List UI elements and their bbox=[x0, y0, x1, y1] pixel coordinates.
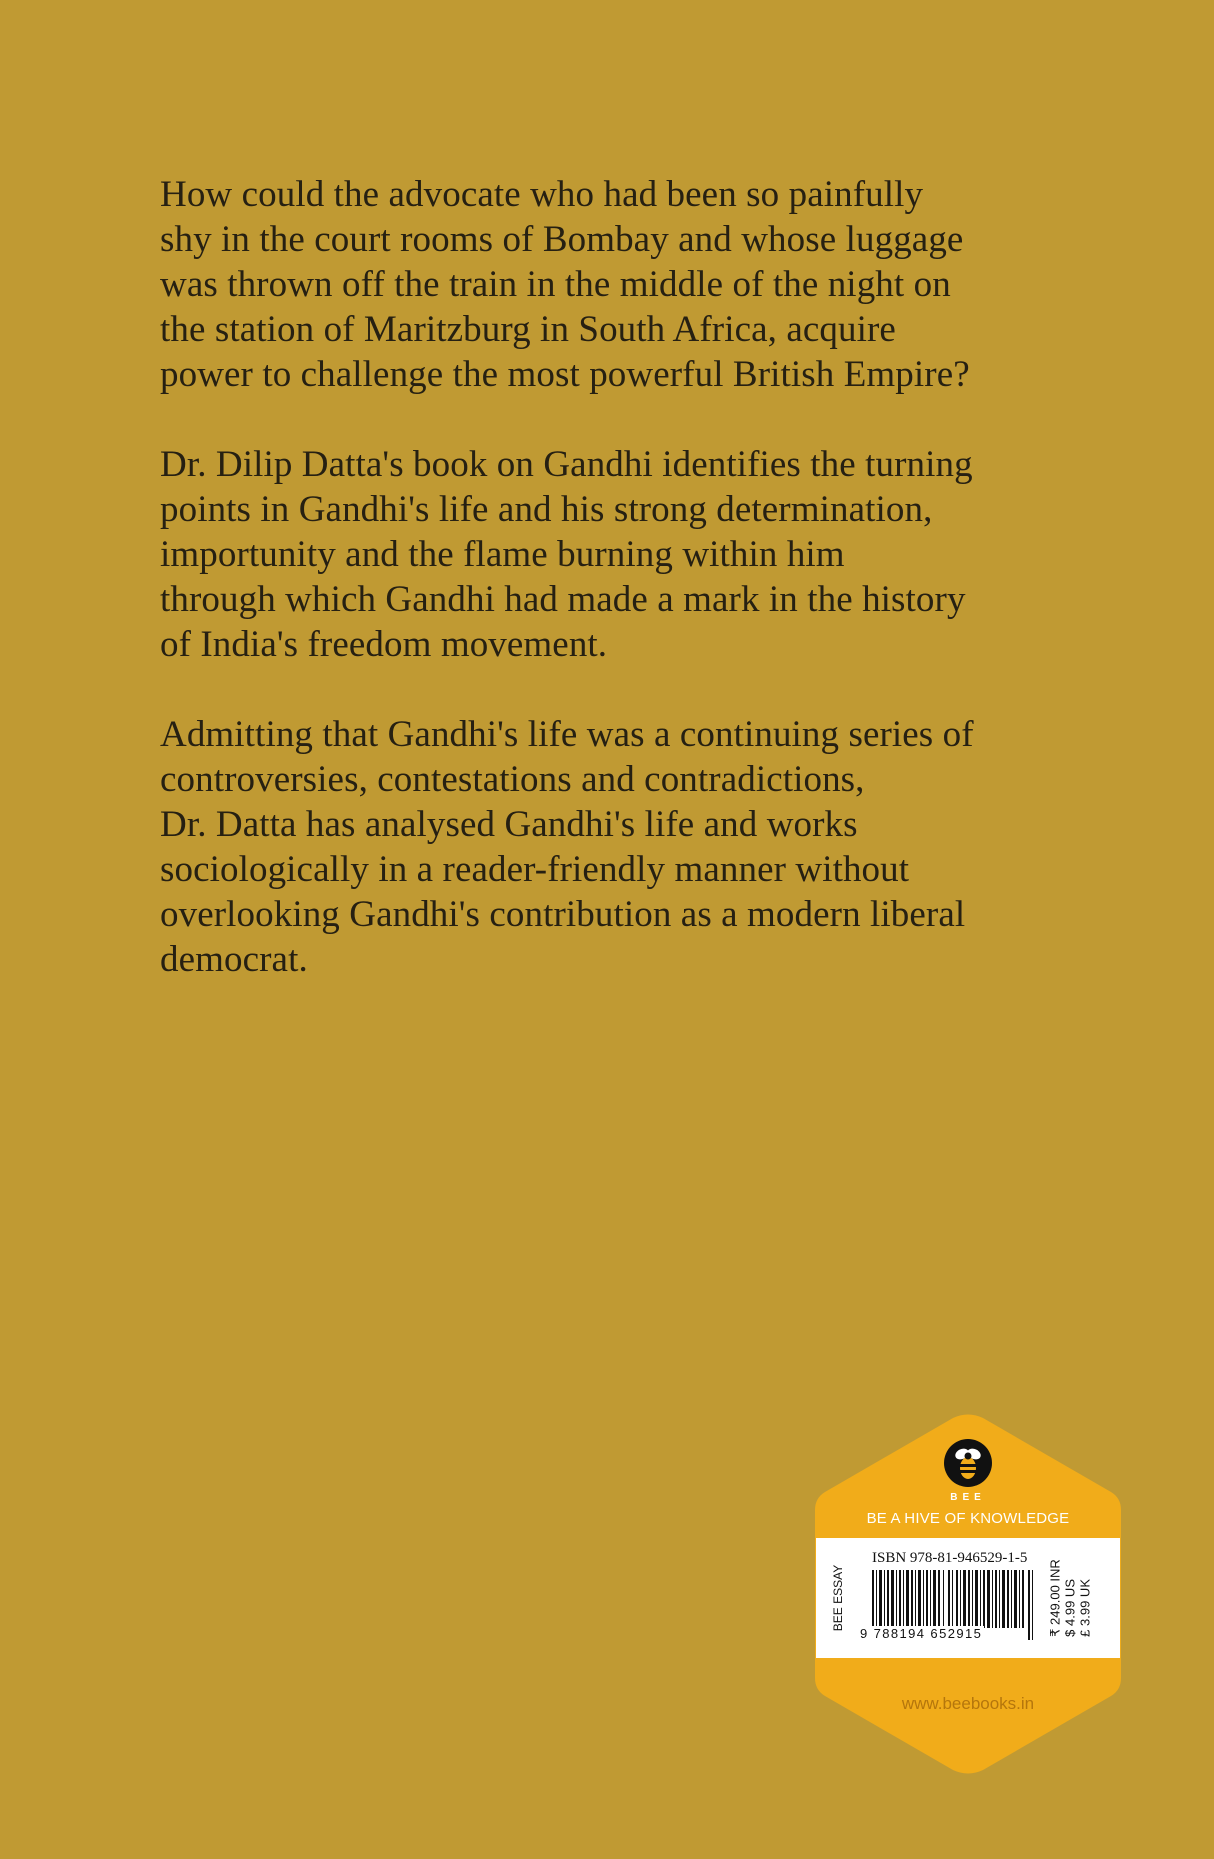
publisher-name: BEE bbox=[950, 1492, 986, 1503]
publisher-badge bbox=[815, 1414, 1121, 1774]
barcode-digits: 9 788194 652915 bbox=[860, 1626, 983, 1641]
bee-icon bbox=[943, 1438, 993, 1488]
price-list bbox=[1048, 1559, 1093, 1637]
blurb-line: democrat. bbox=[160, 939, 308, 980]
blurb-line: Dr. Datta has analysed Gandhi's life and works bbox=[160, 804, 858, 845]
blurb-line: controversies, contestations and contradictions, bbox=[160, 759, 865, 800]
blurb-paragraph-2 bbox=[160, 442, 1090, 667]
blurb-line: the station of Maritzburg in South Africa, acquire bbox=[160, 309, 896, 350]
barcode-panel bbox=[816, 1538, 1120, 1658]
publisher-tagline: BE A HIVE OF KNOWLEDGE bbox=[866, 1510, 1070, 1527]
blurb-line: through which Gandhi had made a mark in the history bbox=[160, 579, 966, 620]
blurb-line: Dr. Dilip Datta's book on Gandhi identifies the turning bbox=[160, 444, 973, 485]
blurb-line: was thrown off the train in the middle of the night on bbox=[160, 264, 951, 305]
price-inr: ₹ 249.00 INR bbox=[1047, 1559, 1063, 1637]
price-usd: $ 4.99 US bbox=[1062, 1579, 1078, 1637]
blurb-paragraph-1 bbox=[160, 172, 1090, 397]
blurb-line: sociologically in a reader-friendly manner without bbox=[160, 849, 910, 890]
isbn-number: ISBN 978-81-946529-1-5 bbox=[872, 1550, 1028, 1566]
blurb-line: Admitting that Gandhi's life was a continuing series of bbox=[160, 714, 974, 755]
blurb-line: How could the advocate who had been so painfully bbox=[160, 174, 924, 215]
blurb-line: overlooking Gandhi's contribution as a modern liberal bbox=[160, 894, 966, 935]
blurb-paragraph-3 bbox=[160, 712, 1090, 982]
blurb-line: of India's freedom movement. bbox=[160, 624, 608, 665]
blurb-line: shy in the court rooms of Bombay and whose luggage bbox=[160, 219, 964, 260]
price-gbp: £ 3.99 UK bbox=[1077, 1579, 1093, 1637]
blurb-line: power to challenge the most powerful British Empire? bbox=[160, 354, 970, 395]
blurb-text bbox=[160, 172, 1090, 1027]
publisher-website: www.beebooks.in bbox=[901, 1694, 1035, 1713]
blurb-line: points in Gandhi's life and his strong determination, bbox=[160, 489, 933, 530]
series-label: BEE ESSAY bbox=[831, 1564, 845, 1632]
blurb-line: importunity and the flame burning within him bbox=[160, 534, 845, 575]
